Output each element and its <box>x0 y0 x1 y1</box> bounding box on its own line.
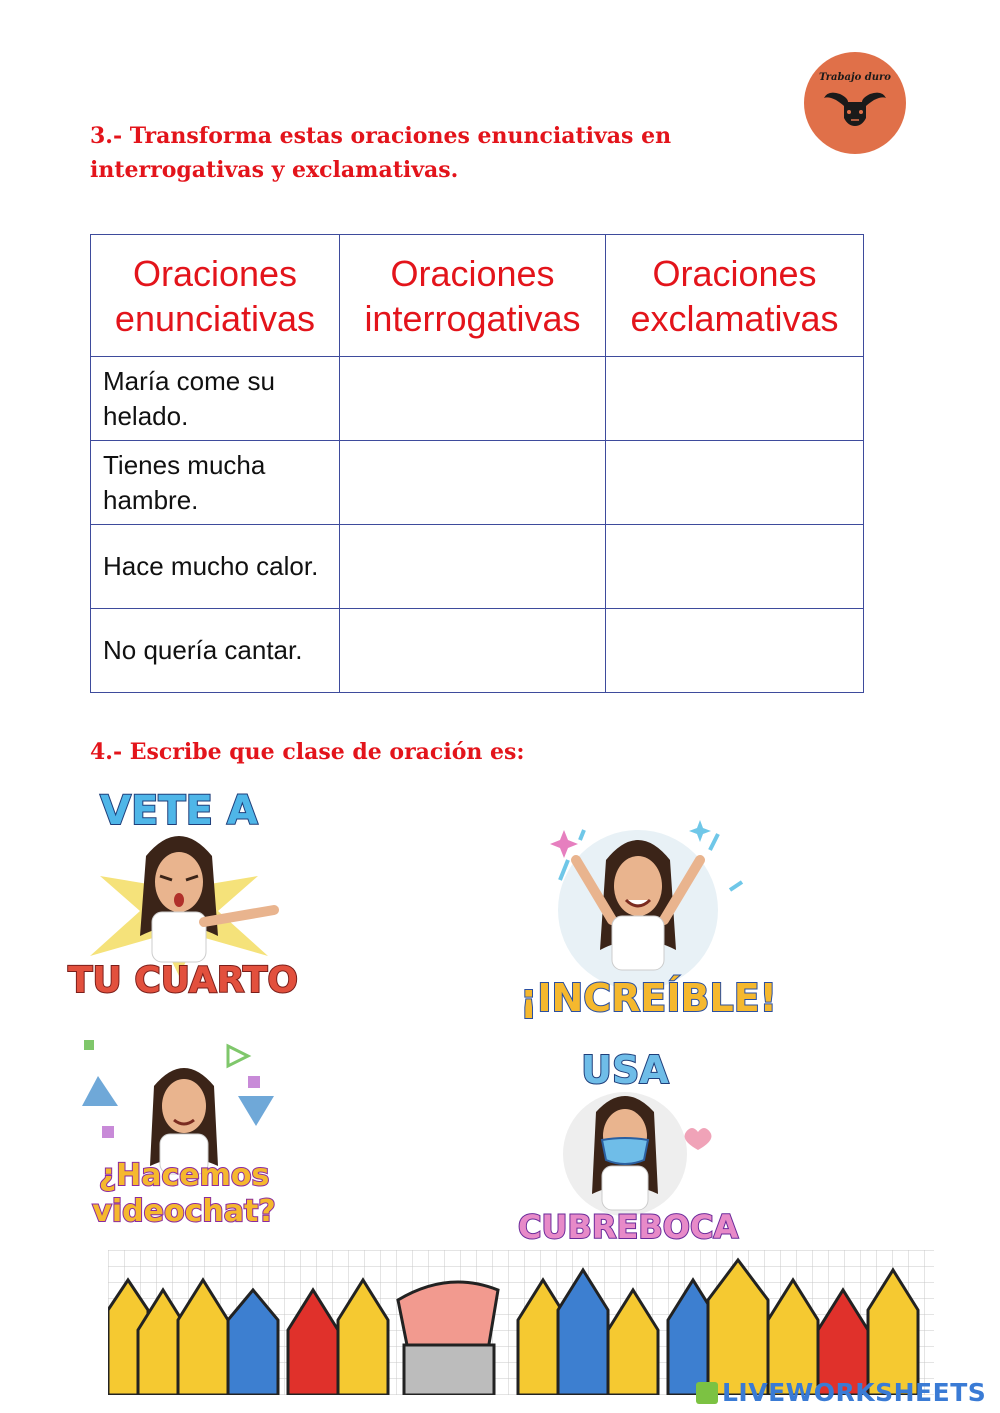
table-row <box>91 609 864 693</box>
pencils-banner <box>108 1250 934 1395</box>
sticker-increible <box>520 800 777 1024</box>
exclamative-answer-cell[interactable] <box>606 357 864 441</box>
sticker-bottom-text: CUBREBOCA <box>518 1208 739 1246</box>
table-row <box>91 525 864 609</box>
sentence-cell: Tienes mucha hambre. <box>91 441 340 525</box>
sticker-bottom-text: videochat? <box>92 1194 276 1229</box>
sentence-cell: Hace mucho calor. <box>91 525 340 609</box>
interrogative-answer-cell[interactable] <box>340 357 606 441</box>
exercise-4-heading: 4.- Escribe que clase de oración es: <box>90 739 525 765</box>
interrogative-answer-cell[interactable] <box>340 525 606 609</box>
sticker-vete-a-tu-cuarto <box>68 786 298 1008</box>
interrogative-answer-cell[interactable] <box>340 609 606 693</box>
pencils-illustration <box>108 1250 934 1395</box>
liveworksheets-icon <box>696 1382 718 1404</box>
header-interrogativas: Oraciones interrogativas <box>340 235 606 357</box>
sticker-hacemos-videochat <box>78 1036 290 1232</box>
sticker-bottom-text: TU CUARTO <box>68 960 298 1001</box>
exclamative-answer-cell[interactable] <box>606 525 864 609</box>
interrogative-answer-cell[interactable] <box>340 441 606 525</box>
sentence-table <box>90 234 864 693</box>
badge-text: Trabajo duro <box>819 72 891 83</box>
sentence-cell: No quería cantar. <box>91 609 340 693</box>
table-header-row <box>91 235 864 357</box>
sticker-bottom-text: ¡INCREÍBLE! <box>520 976 777 1020</box>
trabajo-duro-badge <box>804 52 906 154</box>
header-exclamativas: Oraciones exclamativas <box>606 235 864 357</box>
brand-text: LIVEWORKSHEETS <box>722 1378 987 1407</box>
sentence-cell: María come su helado. <box>91 357 340 441</box>
table-row <box>91 357 864 441</box>
exclamative-answer-cell[interactable] <box>606 609 864 693</box>
sticker-top-text: VETE A <box>100 788 258 834</box>
sticker-top-text: USA <box>581 1048 669 1092</box>
header-enunciativas: Oraciones enunciativas <box>91 235 340 357</box>
buffalo-icon <box>818 88 892 128</box>
table-row <box>91 441 864 525</box>
liveworksheets-logo[interactable] <box>696 1378 986 1407</box>
sticker-usa-cubreboca <box>518 1044 739 1250</box>
exercise-3-heading: 3.- Transforma estas oraciones enunciativas en interrogativas y exclamativas. <box>90 123 672 183</box>
exclamative-answer-cell[interactable] <box>606 441 864 525</box>
sticker-top-text: ¿Hacemos <box>98 1158 270 1193</box>
